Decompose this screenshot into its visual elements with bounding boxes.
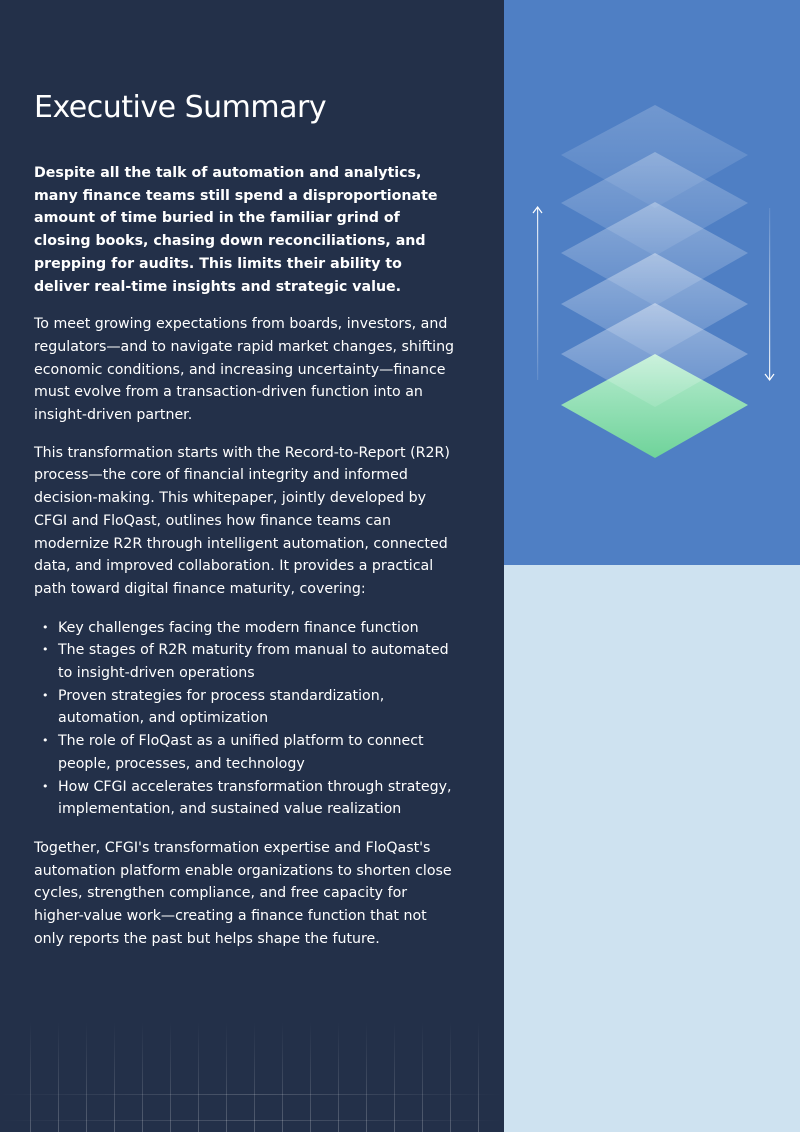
list-item: • Proven strategies for process standardization, automation, and optimization <box>58 685 458 730</box>
right-bottom-panel <box>504 565 800 1132</box>
body-paragraph-2: This transformation starts with the Record-to-Report (R2R) process—the core of financial integrity and informed decision-making. This whitepaper, jointly developed by CFGI and FloQast, outlines how finance teams can modernize R2R through intelligent automation, connected data, and improved collaboration. It provides a practical path toward digital finance maturity, covering: <box>34 444 450 597</box>
arrow-down-icon <box>765 208 774 380</box>
intro-paragraph: Despite all the talk of automation and analytics, many finance teams still spend a disproportionate amount of time buried in the familiar grind of closing books, chasing down reconciliations, and prepping for audits. This limits their ability to deliver real-time insights and strategic value. <box>34 165 438 295</box>
coverage-list <box>34 617 458 821</box>
arrow-up-icon <box>533 207 542 380</box>
conclusion-paragraph: Together, CFGI's transformation expertise and FloQast's automation platform enable organizations to shorten close cycles, strengthen compliance, and free capacity for higher-value work—creating a finance function that not only reports the past but helps shape the future. <box>34 839 452 947</box>
list-item: • The stages of R2R maturity from manual to automated to insight-driven operations <box>58 639 458 684</box>
list-item: • How CFGI accelerates transformation through strategy, implementation, and sustained value realization <box>58 776 458 821</box>
stacked-layers-icon <box>504 0 800 565</box>
body-paragraph-1: To meet growing expectations from boards, investors, and regulators—and to navigate rapid market changes, shifting economic conditions, and increasing uncertainty—finance must evolve from a transaction-driven function into an insight-driven partner. <box>34 316 455 424</box>
summary-content <box>34 90 458 951</box>
layer-stack <box>561 105 748 458</box>
grid-decoration <box>0 1022 504 1132</box>
list-item: • Key challenges facing the modern finance function <box>58 617 458 640</box>
page-title: Executive Summary <box>34 90 327 125</box>
list-item: • The role of FloQast as a unified platform to connect people, processes, and technology <box>58 730 458 775</box>
